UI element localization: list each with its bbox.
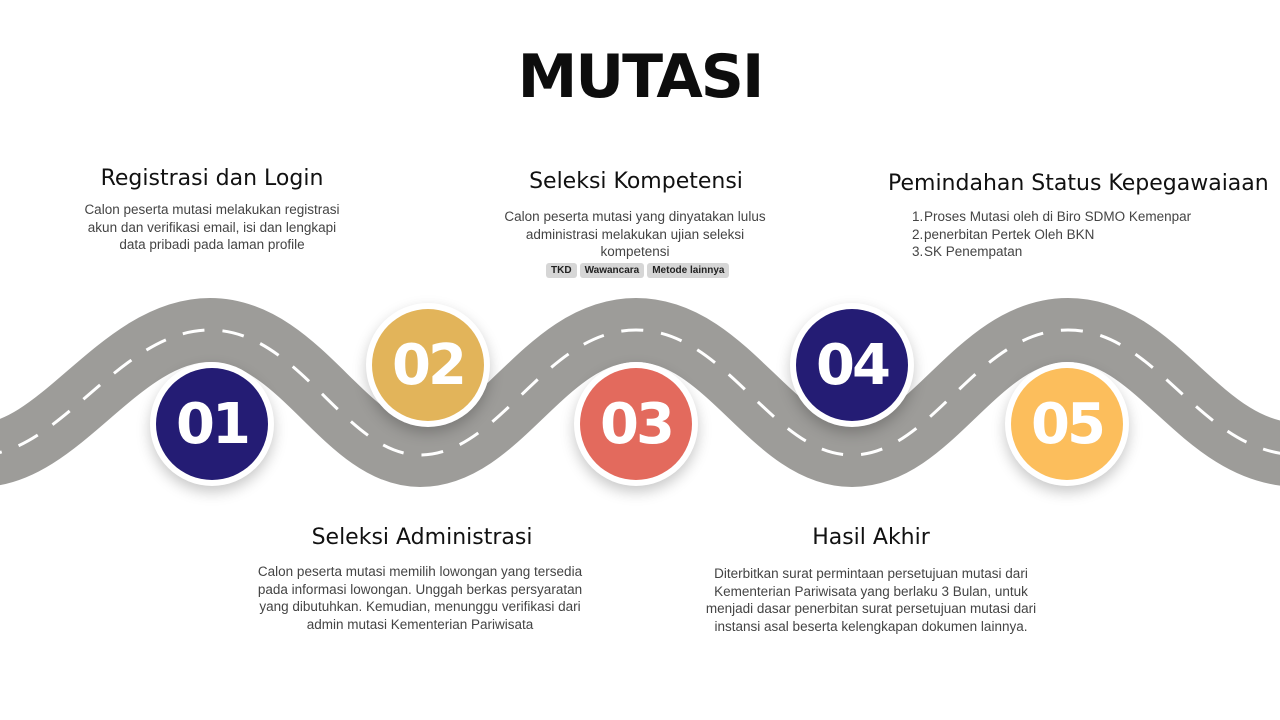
list-item: 2.penerbitan Pertek Oleh BKN [912, 226, 1095, 242]
step-1-number: 01 [176, 391, 248, 457]
step-2-marker [366, 303, 490, 427]
step-1-badge [156, 368, 268, 480]
step-2-description: Calon peserta mutasi memilih lowongan yang tersedia pada informasi lowongan. Unggah berkas persyaratan yang dibutuhkan. Kemudian, menunggu verifikasi dari admin mutasi Kementerian Pariwisata [257, 564, 583, 632]
tag-metode-lainnya: Metode lainnya [647, 263, 729, 278]
step-1-description: Calon peserta mutasi melakukan registrasi akun dan verifikasi email, isi dan lengkapi data pribadi pada laman profile [84, 202, 340, 252]
step-3-heading: Seleksi Kompetensi [529, 169, 743, 194]
tag-wawancara: Wawancara [580, 263, 645, 278]
step-3-badge [580, 368, 692, 480]
list-item: 3.SK Penempatan [912, 244, 1023, 259]
tag-tkd: TKD [546, 263, 577, 278]
step-2-badge [372, 309, 484, 421]
step-4-badge [796, 309, 908, 421]
step-4-heading: Hasil Akhir [812, 525, 930, 550]
step-4-marker [790, 303, 914, 427]
list-item: 1.Proses Mutasi oleh di Biro SDMO Kemenpar [912, 209, 1192, 224]
step-4-number: 04 [816, 332, 888, 398]
step-3-number: 03 [600, 391, 672, 457]
step-3-description: Calon peserta mutasi yang dinyatakan lulus administrasi melakukan ujian seleksi kompetensi [504, 209, 766, 259]
step-4-description: Diterbitkan surat permintaan persetujuan mutasi dari Kementerian Pariwisata yang berlaku 3 Bulan, untuk menjadi dasar penerbitan surat persetujuan mutasi dari instansi asal beserta kelengkapan dokumen lainnya. [705, 566, 1037, 634]
step-2-number: 02 [392, 332, 464, 398]
step-1-marker [150, 362, 274, 486]
step-1-heading: Registrasi dan Login [100, 166, 324, 191]
step-2-heading: Seleksi Administrasi [311, 525, 533, 550]
step-5-badge [1011, 368, 1123, 480]
page-title: MUTASI [517, 42, 763, 112]
step-3-marker [574, 362, 698, 486]
step-5-marker [1005, 362, 1129, 486]
step-5-number: 05 [1031, 391, 1103, 457]
step-5-heading: Pemindahan Status Kepegawaiaan [888, 171, 1269, 196]
